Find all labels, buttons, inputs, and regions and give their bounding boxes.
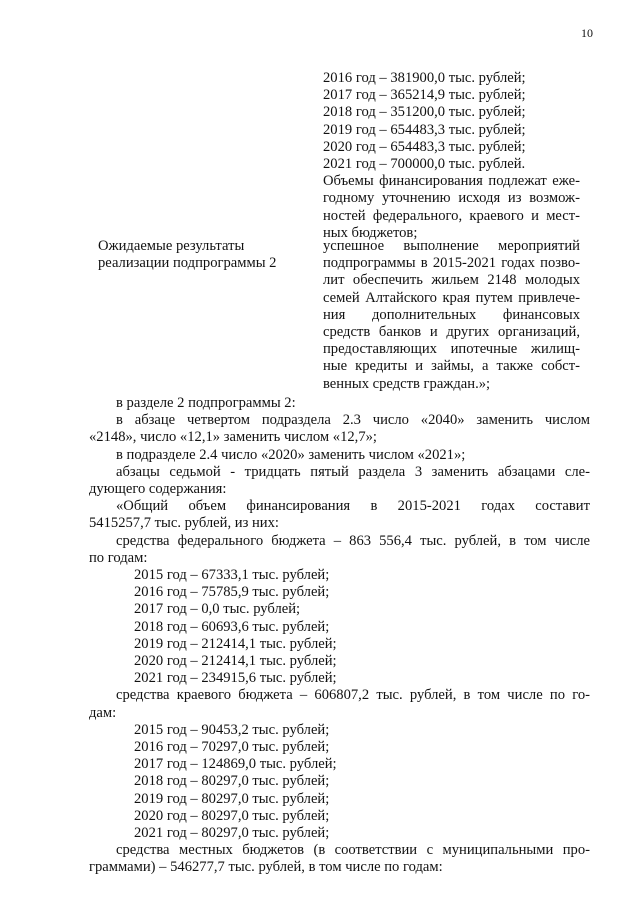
expected-results-label [98, 238, 298, 272]
expected-line: подпрограммы в 2015-2021 годах позво- [323, 255, 580, 272]
regional-year: 2016 год – 70297,0 тыс. рублей; [134, 739, 330, 756]
para-23-line2: «2148», число «12,1» заменить числом «12,7»; [89, 429, 377, 446]
total-line2: 5415257,7 тыс. рублей, из них: [89, 515, 279, 532]
regional-year: 2017 год – 124869,0 тыс. рублей; [134, 756, 337, 773]
expected-line: успешное выполнение мероприятий [323, 238, 580, 254]
para-24: в подразделе 2.4 число «2020» заменить числом «2021»; [116, 446, 466, 463]
federal-year: 2019 год – 212414,1 тыс. рублей; [134, 635, 337, 652]
federal-year: 2015 год – 67333,1 тыс. рублей; [134, 567, 330, 584]
regional-year: 2020 год – 80297,0 тыс. рублей; [134, 807, 330, 824]
para-23-line1: в абзаце четвертом подраздела 2.3 число «2040» заменить числом [116, 412, 590, 429]
federal-year: 2020 год – 212414,1 тыс. рублей; [134, 653, 337, 670]
financing-note-line: годному уточнению исходя из возмож- [323, 190, 580, 207]
federal-line2: по годам: [89, 549, 148, 566]
expected-line: лит обеспечить жильем 2148 молодых [323, 272, 580, 289]
expected-results-text [323, 238, 580, 393]
year-line: 2019 год – 654483,3 тыс. рублей; [323, 121, 526, 138]
local-line1: средства местных бюджетов (в соответствии с муниципальными про- [116, 842, 590, 859]
regional-year: 2018 год – 80297,0 тыс. рублей; [134, 773, 330, 790]
regional-year: 2019 год – 80297,0 тыс. рублей; [134, 790, 330, 807]
label-line: Ожидаемые результаты [98, 238, 245, 254]
year-line: 2021 год – 700000,0 тыс. рублей. [323, 156, 526, 173]
expected-line: ния дополнительных финансовых [323, 306, 580, 323]
page-number: 10 [581, 26, 593, 40]
federal-year: 2016 год – 75785,9 тыс. рублей; [134, 584, 330, 601]
label-line: реализации подпрограммы 2 [98, 255, 277, 272]
expected-line: предоставляющих ипотечные жилищ- [323, 341, 580, 358]
total-line1: «Общий объем финансирования в 2015-2021 годах составит [116, 498, 590, 515]
regional-line2: дам: [89, 704, 117, 721]
federal-year: 2018 год – 60693,6 тыс. рублей; [134, 618, 330, 635]
financing-note-line: ностей федерального, краевого и мест- [323, 207, 580, 224]
federal-line1: средства федерального бюджета – 863 556,4 тыс. рублей, в том числе [116, 532, 590, 549]
expected-line: ные кредиты и займы, а также собст- [323, 358, 580, 375]
local-line2: граммами) – 546277,7 тыс. рублей, в том числе по годам: [89, 859, 443, 876]
regional-year: 2021 год – 80297,0 тыс. рублей; [134, 825, 330, 842]
year-line: 2016 год – 381900,0 тыс. рублей; [323, 70, 526, 86]
expected-line: средств банков и других организаций, [323, 324, 580, 341]
federal-year: 2021 год – 234915,6 тыс. рублей; [134, 670, 337, 687]
year-line: 2017 год – 365214,9 тыс. рублей; [323, 87, 526, 104]
year-line: 2018 год – 351200,0 тыс. рублей; [323, 104, 526, 121]
expected-line: венных средств граждан.»; [323, 375, 491, 392]
regional-year: 2015 год – 90453,2 тыс. рублей; [134, 721, 330, 738]
year-line: 2020 год – 654483,3 тыс. рублей; [323, 138, 526, 155]
expected-line: семей Алтайского края путем привлече- [323, 289, 580, 306]
financing-note-line: Объемы финансирования подлежат еже- [323, 173, 580, 190]
para-sec3-line1: абзацы седьмой - тридцать пятый раздела 3 заменить абзацами сле- [116, 463, 590, 480]
para-sec3-line2: дующего содержания: [89, 481, 227, 498]
program-years-list [323, 70, 580, 242]
federal-year: 2017 год – 0,0 тыс. рублей; [134, 601, 301, 618]
regional-line1: средства краевого бюджета – 606807,2 тыс. рублей, в том числе по го- [116, 687, 590, 704]
section2-intro: в разделе 2 подпрограммы 2: [116, 395, 296, 411]
amendments-body [89, 395, 590, 877]
financing-note-line: ных бюджетов; [323, 224, 418, 241]
